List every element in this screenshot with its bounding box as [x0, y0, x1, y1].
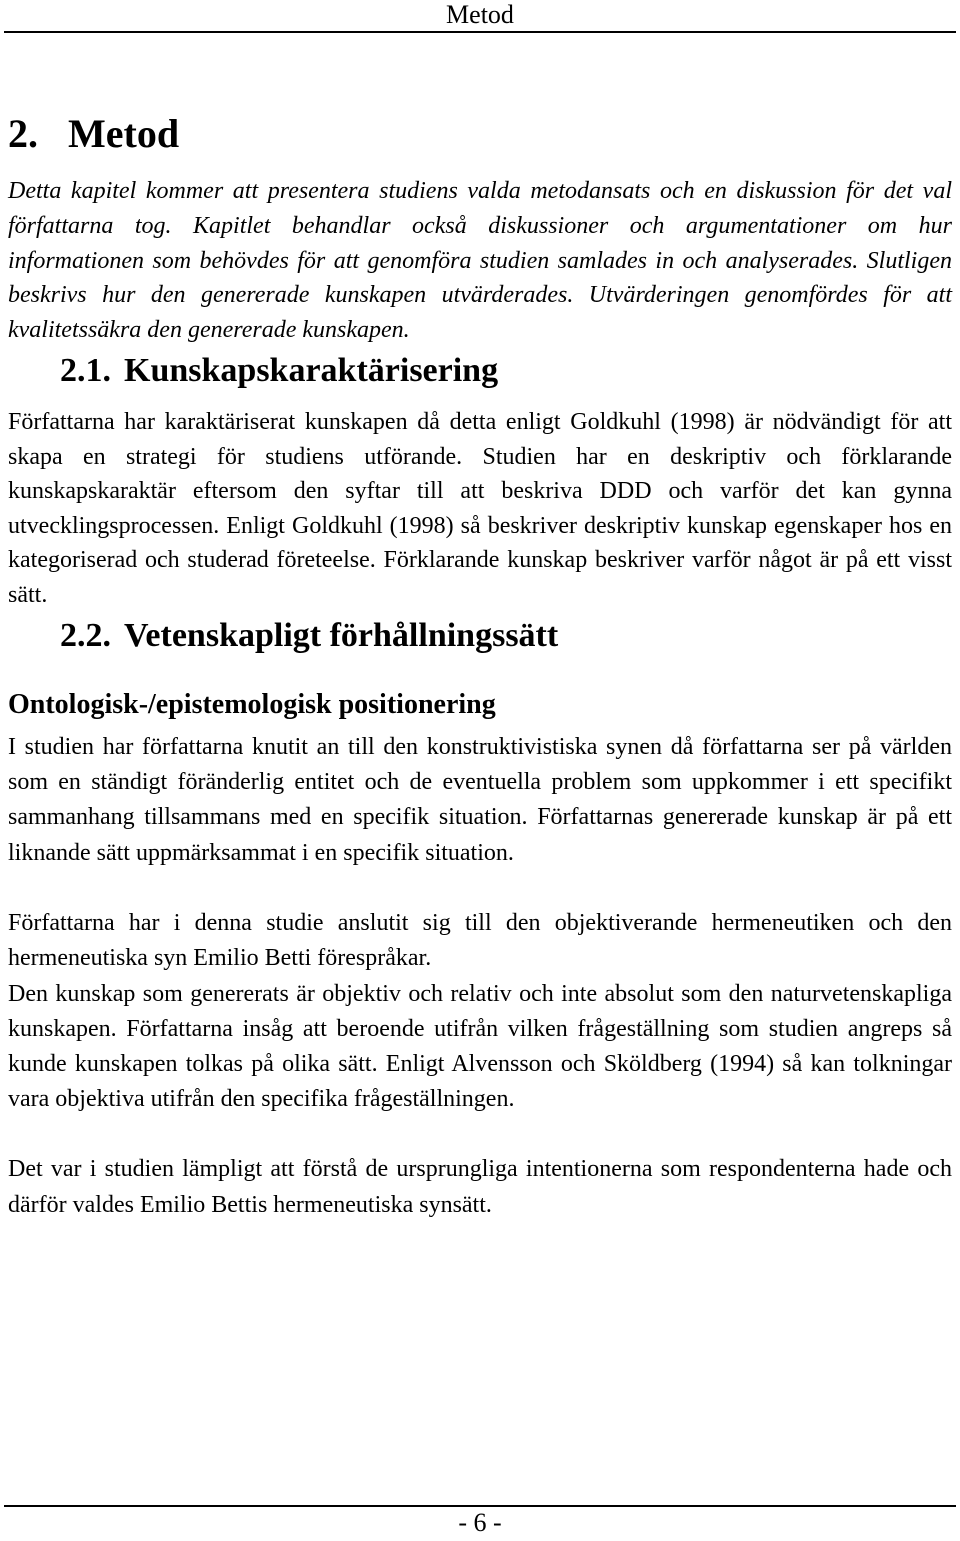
- section-heading-vetenskapligt-forhallningssatt: [8, 613, 952, 659]
- section-title: Vetenskapligt förhållningssätt: [124, 616, 559, 654]
- section-paragraph: Den kunskap som genererats är objektiv och relativ och inte absolut som den naturvetenskapliga kunskapen. Författarna insåg att beroende utifrån vilken frågeställning som studien angreps så kunde kunskapen tolkas på olika sätt. Enligt Alvensson och Sköldberg (1994) så kan tolkningar vara objektiva utifrån den specifika frågeställningen.: [8, 980, 952, 1113]
- section-paragraph: Författarna har karaktäriserat kunskapen då detta enligt Goldkuhl (1998) är nödvändigt för att skapa en strategi för studiens utförande. Studien har en deskriptiv och förklarande kunskapskaraktär eftersom den syftar till att beskriva DDD och varför det kan gynna utvecklingsprocessen. Enligt Goldkuhl (1998) så beskriver deskriptiv kunskap egenskaper hos en kategoriserad och studerad företeelse. Förklarande kunskap beskriver varför något är på ett visst sätt.: [8, 408, 952, 608]
- chapter-number: 2.: [8, 111, 38, 156]
- header-divider: [4, 31, 956, 33]
- running-header: Metod: [446, 0, 514, 29]
- section-paragraph: I studien har författarna knutit an till den konstruktivistiska synen då författarna ser på världen som en ständigt föränderlig entitet och de eventuella problem som uppkommer i ett specifikt sammanhang tillsammans med en specifik situation. Författarnas genererade kunskap är på ett liknande sätt uppmärksammat i en specifik situation.: [8, 733, 952, 866]
- section-number: 2.2.: [60, 616, 111, 654]
- section-title: Kunskapskaraktärisering: [124, 351, 499, 389]
- page-content: [8, 108, 952, 1223]
- footer-divider: [4, 1505, 956, 1507]
- section-heading-kunskapskaraktarisering: [8, 348, 952, 394]
- section-number: 2.1.: [60, 351, 111, 389]
- chapter-title: Metod: [68, 111, 180, 156]
- page-number: - 6 -: [458, 1508, 502, 1537]
- chapter-heading: [8, 108, 952, 160]
- section-paragraph: Det var i studien lämpligt att förstå de ursprungliga intentionerna som respondenterna hade och därför valdes Emilio Bettis hermeneutiska synsätt.: [8, 1156, 952, 1218]
- section-paragraph: Författarna har i denna studie anslutit sig till den objektiverande hermeneutiken och den hermeneutiska syn Emilio Betti förespråkar.: [8, 910, 952, 972]
- chapter-intro: Detta kapitel kommer att presentera studiens valda metodansats och en diskussion för det val författarna tog. Kapitlet behandlar också diskussioner och argumentationer om hur informationen som behövdes för att genomföra studien samlades in och analyserades. Slutligen beskrivs hur den genererade kunskapen utvärderades. Utvärderingen genomfördes för att kvalitetssäkra den genererade kunskapen.: [8, 178, 952, 344]
- subheading-ontologisk: Ontologisk-/epistemologisk positionering: [8, 688, 496, 720]
